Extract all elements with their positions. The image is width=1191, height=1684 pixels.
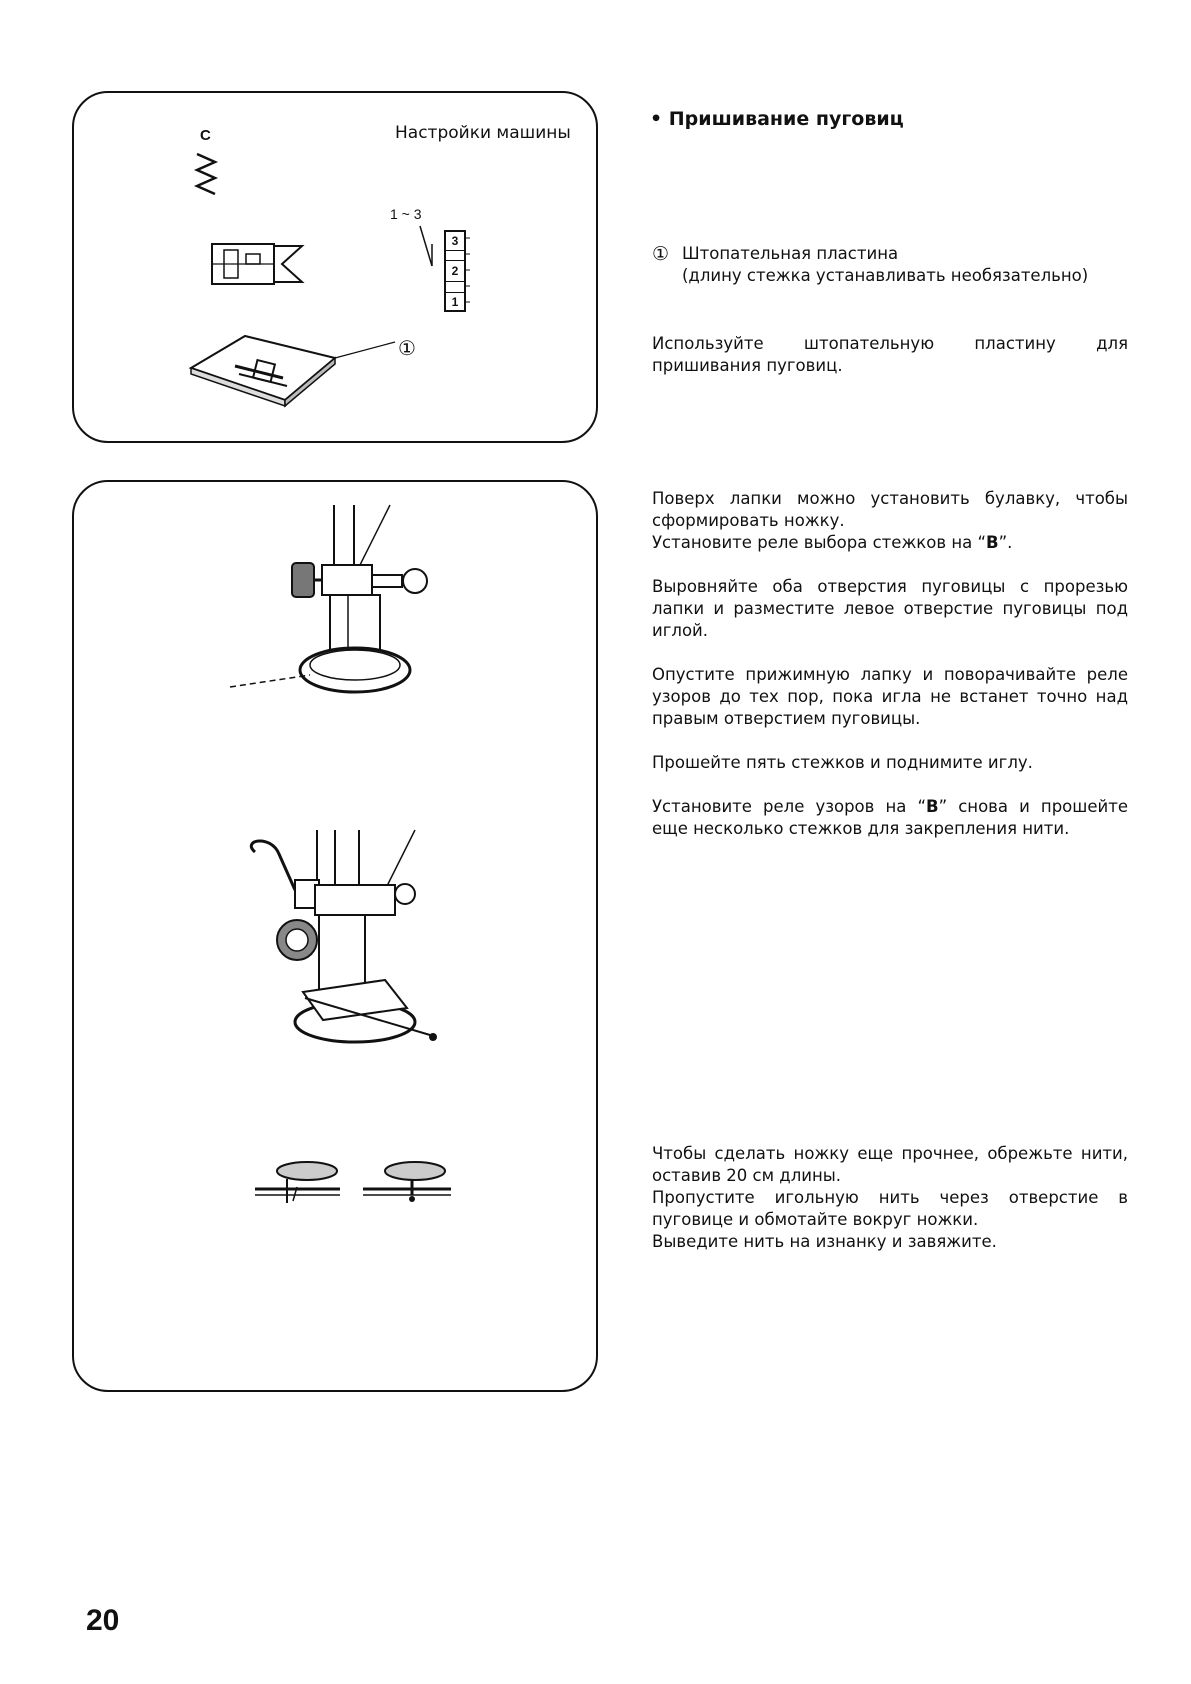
plate-callout: ① [398, 336, 416, 360]
presser-foot-icon [210, 240, 310, 288]
lower-foot-paragraph: Опустите прижимную лапку и поворачивайте реле узоров до тех пор, пока игла не встанет точно над правым отверстием пуговицы. [652, 665, 1128, 728]
secure-thread-paragraph: Установите реле узоров на “B” снова и прошейте еще несколько стежков для закрепления нити. [652, 797, 1128, 838]
scale-ticks [464, 230, 474, 312]
zigzag-stitch-icon [195, 152, 225, 202]
scale-mark-1: 1 [446, 292, 464, 311]
scale-mark-2: 2 [446, 260, 464, 282]
page-number: 20 [86, 1604, 120, 1637]
plate-use-paragraph: Используйте штопательную пластину для пришивания пуговиц. [652, 334, 1128, 375]
button-foot-illustration [230, 505, 470, 705]
scale-mark-3: 3 [446, 232, 464, 251]
stitch-length-range-label: 1 ~ 3 [390, 206, 422, 222]
legend-note: (длину стежка устанавливать необязательно) [682, 266, 1089, 285]
darning-plate-illustration [185, 328, 405, 418]
button-shank-illustration [255, 1157, 455, 1207]
stitch-length-pointer [418, 224, 438, 274]
pin-foot-illustration [245, 830, 455, 1050]
section-heading: • Пришивание пуговиц [650, 108, 904, 130]
five-stitches-paragraph: Прошейте пять стежков и поднимите иглу. [652, 753, 1033, 772]
legend-title: Штопательная пластина [682, 244, 899, 263]
machine-settings-title: Настройки машины [395, 123, 571, 143]
select-stitch-instruction: Установите реле выбора стежков на “B”. [652, 533, 1013, 552]
shank-paragraph: Чтобы сделать ножку еще прочнее, обрежьте нити, оставив 20 см длины. Пропустите игольную нить через отверстие в пуговице и обмотайте вокруг ножки. Выведите нить на изнанку и завяжите. [652, 1144, 1128, 1251]
darning-plate-legend [652, 243, 1128, 287]
legend-number: ① [652, 243, 670, 265]
stitch-length-scale [444, 230, 466, 312]
align-paragraph: Выровняйте оба отверстия пуговицы с прорезью лапки и разместите левое отверстие пуговицы под иглой. [652, 577, 1128, 640]
pin-paragraph: Поверх лапки можно установить булавку, чтобы сформировать ножку. Установите реле выбора стежков на “B”. [652, 489, 1128, 552]
pattern-letter: C [200, 127, 211, 144]
